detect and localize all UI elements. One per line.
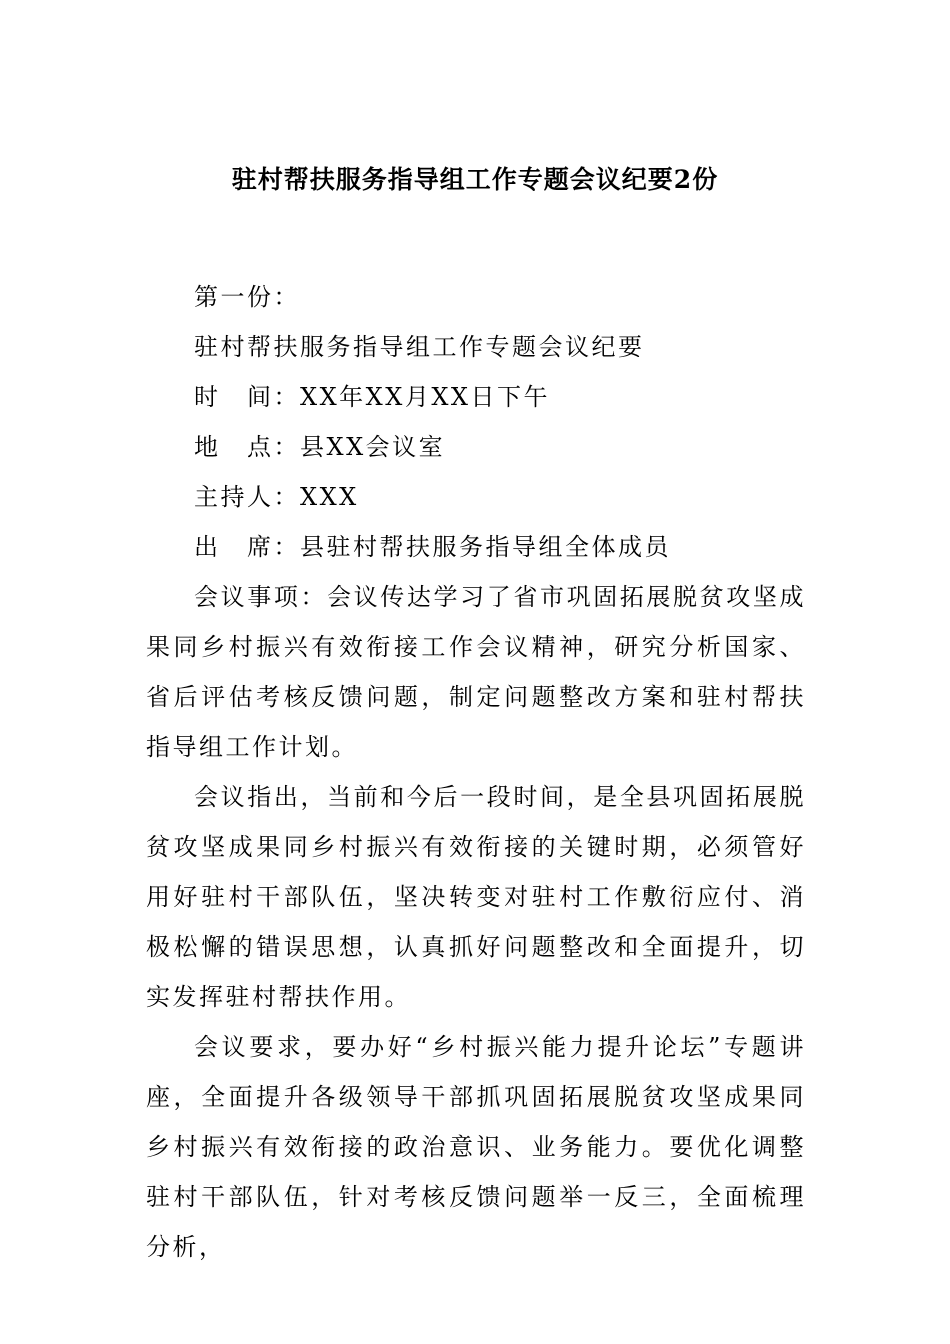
body-paragraph: 会议指出，当前和今后一段时间，是全县巩固拓展脱贫攻坚成果同乡村振兴有效衔接的关键时期，必须管好用好驻村干部队伍，坚决转变对驻村工作敷衍应付、消极松懈的错误思想，认真抓好问题整改和全面提升，切实发挥驻村帮扶作用。 <box>146 783 806 1011</box>
meeting-place: 地 点：县XX会议室 <box>194 433 446 461</box>
section-label: 第一份： <box>194 283 300 311</box>
meeting-attendees: 出 席：县驻村帮扶服务指导组全体成员 <box>194 533 671 561</box>
document-body <box>146 272 806 1272</box>
meeting-host: 主持人：XXX <box>194 483 359 511</box>
meeting-title: 驻村帮扶服务指导组工作专题会议纪要 <box>194 333 645 361</box>
meeting-time: 时 间：XX年XX月XX日下午 <box>194 383 551 411</box>
body-paragraph: 会议要求，要办好“乡村振兴能力提升论坛”专题讲座，全面提升各级领导干部抓巩固拓展脱贫攻坚成果同乡村振兴有效衔接的政治意识、业务能力。要优化调整驻村干部队伍，针对考核反馈问题举一反三，全面梳理分析， <box>146 1033 806 1261</box>
document-title: 驻村帮扶服务指导组工作专题会议纪要2份 <box>231 165 719 194</box>
body-paragraph: 会议事项：会议传达学习了省市巩固拓展脱贫攻坚成果同乡村振兴有效衔接工作会议精神，研究分析国家、省后评估考核反馈问题，制定问题整改方案和驻村帮扶指导组工作计划。 <box>146 583 806 761</box>
